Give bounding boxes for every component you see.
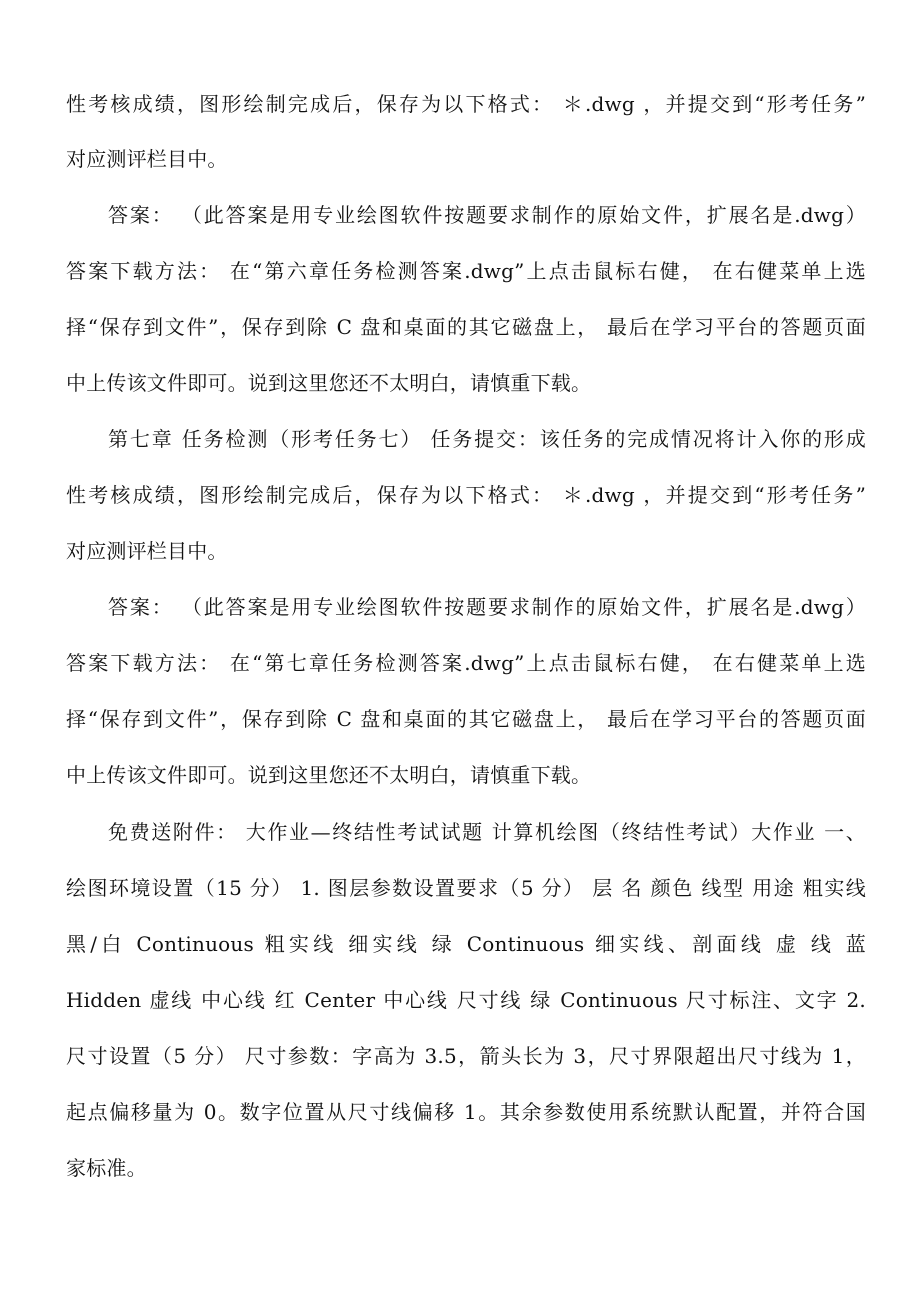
text-line-16: 黑/白 Continuous 粗实线 细实线 绿 Continuous 细实线、剖面线 虚 线 蓝 bbox=[66, 932, 866, 956]
text-line-15: 绘图环境设置（15 分） 1. 图层参数设置要求（5 分） 层 名 颜色 线型 用途 粗实线 bbox=[66, 876, 866, 900]
text-line-3: 答案： （此答案是用专业绘图软件按题要求制作的原始文件，扩展名是.dwg） bbox=[108, 203, 866, 227]
text-line-7: 第七章 任务检测（形考任务七） 任务提交：该任务的完成情况将计入你的形成 bbox=[108, 427, 866, 451]
text-line-9: 对应测评栏目中。 bbox=[66, 539, 228, 563]
text-line-4: 答案下载方法： 在“第六章任务检测答案.dwg”上点击鼠标右健， 在右健菜单上选 bbox=[66, 259, 866, 283]
text-line-14: 免费送附件： 大作业—终结性考试试题 计算机绘图（终结性考试）大作业 一、 bbox=[108, 820, 866, 844]
text-line-10: 答案： （此答案是用专业绘图软件按题要求制作的原始文件，扩展名是.dwg） bbox=[108, 595, 866, 619]
text-line-5: 择“保存到文件”，保存到除 C 盘和桌面的其它磁盘上， 最后在学习平台的答题页面 bbox=[66, 315, 866, 339]
text-line-17: Hidden 虚线 中心线 红 Center 中心线 尺寸线 绿 Continuous 尺寸标注、文字 2. bbox=[66, 988, 866, 1012]
text-line-6: 中上传该文件即可。说到这里您还不太明白，请慎重下载。 bbox=[66, 371, 592, 395]
text-line-12: 择“保存到文件”，保存到除 C 盘和桌面的其它磁盘上， 最后在学习平台的答题页面 bbox=[66, 707, 866, 731]
text-line-18: 尺寸设置（5 分） 尺寸参数：字高为 3.5，箭头长为 3，尺寸界限超出尺寸线为 1， bbox=[66, 1044, 866, 1068]
text-line-2: 对应测评栏目中。 bbox=[66, 147, 228, 171]
text-line-13: 中上传该文件即可。说到这里您还不太明白，请慎重下载。 bbox=[66, 763, 592, 787]
text-line-11: 答案下载方法： 在“第七章任务检测答案.dwg”上点击鼠标右健， 在右健菜单上选 bbox=[66, 651, 866, 675]
text-line-1: 性考核成绩，图形绘制完成后，保存为以下格式： ＊.dwg ，并提交到“形考任务” bbox=[66, 92, 866, 116]
text-line-20: 家标准。 bbox=[66, 1156, 147, 1180]
text-line-19: 起点偏移量为 0。数字位置从尺寸线偏移 1。其余参数使用系统默认配置，并符合国 bbox=[66, 1100, 866, 1124]
text-line-8: 性考核成绩，图形绘制完成后，保存为以下格式： ＊.dwg ，并提交到“形考任务” bbox=[66, 483, 866, 507]
